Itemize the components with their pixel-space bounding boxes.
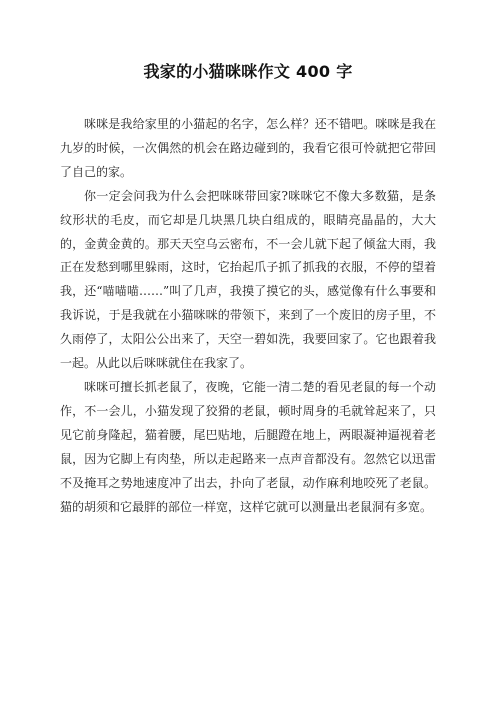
paragraph-1: 咪咪是我给家里的小猫起的名字，怎么样？还不错吧。咪咪是我在九岁的时候，一次偶然的机会在路边碰到的，我看它很可怜就把它带回了自己的家。 bbox=[60, 117, 436, 179]
document-title: 我家的小猫咪咪作文 400 字 bbox=[143, 62, 353, 81]
paragraph-3: 咪咪可擅长抓老鼠了，夜晚，它能一清二楚的看见老鼠的每一个动作，不一会儿，小猫发现了狡猾的老鼠，顿时周身的毛就耸起来了，只见它前身隆起，猫着腰，尾巴贴地，后腿蹬在地上，两眼凝神逼视着老鼠，因为它脚上有肉垫，所以走起路来一点声音都没有。忽然它以迅雷不及掩耳之势地速度冲了出去，扑向了老鼠，动作麻利地咬死了老鼠。猫的胡须和它最胖的部位一样宽，这样它就可以测量出老鼠洞有多宽。 bbox=[60, 379, 436, 514]
document-body bbox=[60, 113, 436, 519]
paragraph-2: 你一定会问我为什么会把咪咪带回家?咪咪它不像大多数猫，是条纹形状的毛皮，而它却是几块黑几块白组成的，眼睛亮晶晶的，大大的，金黄金黄的。那天天空乌云密布，不一会儿就下起了倾盆大雨，我正在发愁到哪里躲雨，这时，它抬起爪子抓了抓我的衣服，不停的望着我，还“喵喵喵……”叫了几声，我摸了摸它的头，感觉像有什么事要和我诉说，于是我就在小猫咪咪的带领下，来到了一个废旧的房子里，不久雨停了，太阳公公出来了，天空一碧如洗，我要回家了。它也跟着我一起。从此以后咪咪就住在我家了。 bbox=[60, 188, 436, 371]
